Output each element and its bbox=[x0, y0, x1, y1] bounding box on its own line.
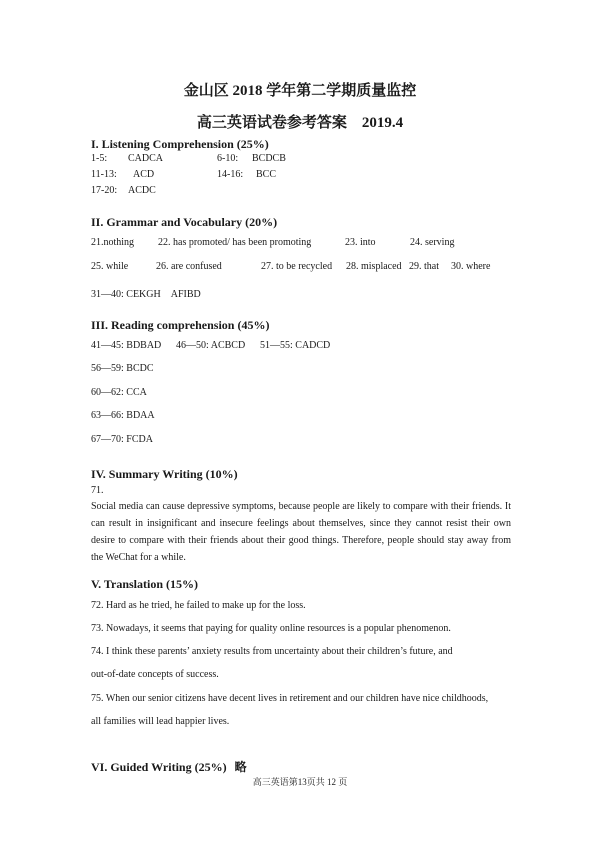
translation-item: out-of-date concepts of success. bbox=[91, 669, 219, 680]
section-3-heading: III. Reading comprehension (45%) bbox=[91, 318, 270, 332]
answer-value: ACDC bbox=[128, 185, 156, 196]
answer-value: BCDCB bbox=[252, 153, 286, 164]
section-6-heading bbox=[91, 758, 247, 775]
answer-item: 56—59: BCDC bbox=[91, 363, 154, 374]
answer-item: 23. into bbox=[345, 237, 376, 248]
answer-item: 21.nothing bbox=[91, 237, 135, 248]
answer-item: 30. where bbox=[451, 261, 491, 272]
answer-item: 51—55: CADCD bbox=[260, 340, 331, 351]
answer-value: BCC bbox=[256, 169, 277, 180]
answer-item: 26. are confused bbox=[156, 261, 222, 272]
answer-value: CADCA bbox=[128, 153, 164, 164]
document-subtitle: 高三英语试卷参考答案 2019.4 bbox=[196, 115, 404, 131]
answer-label: 17-20: bbox=[91, 185, 118, 196]
question-number: 71. bbox=[91, 485, 104, 496]
answer-label: 14-16: bbox=[217, 169, 244, 180]
section-6-note: 略 bbox=[234, 760, 247, 774]
answer-item: 41—45: BDBAD bbox=[91, 340, 162, 351]
translation-item: 72. Hard as he tried, he failed to make up for the loss. bbox=[91, 600, 306, 611]
answer-label: 1-5: bbox=[91, 153, 108, 164]
summary-paragraph: Social media can cause depressive symptoms, because people are likely to compare with their friends. It can result in insignificant and insecure feelings about themselves, since they cannot resist their own desire to compare with their friends about their good things. Therefore, people should stay away from the WeChat for a while. bbox=[91, 501, 511, 563]
answer-item: 22. has promoted/ has been promoting bbox=[158, 237, 312, 248]
answer-label: 11-13: bbox=[91, 169, 117, 180]
answer-item: 25. while bbox=[91, 261, 129, 272]
page-footer: 高三英语第13页共 12 页 bbox=[252, 777, 348, 787]
document-title: 金山区 2018 学年第二学期质量监控 bbox=[183, 83, 417, 99]
translation-item: 73. Nowadays, it seems that paying for quality online resources is a popular phenomenon. bbox=[91, 623, 451, 634]
answer-item: 46—50: ACBCD bbox=[176, 340, 246, 351]
translation-item: 74. I think these parents’ anxiety results from uncertainty about their children’s future, and bbox=[91, 646, 453, 657]
answer-item: 29. that bbox=[409, 261, 439, 272]
section-1-heading: I. Listening Comprehension (25%) bbox=[91, 137, 269, 151]
translation-item: all families will lead happier lives. bbox=[91, 716, 230, 727]
answer-item: 31—40: CEKGH AFIBD bbox=[91, 289, 201, 300]
answer-item: 60—62: CCA bbox=[91, 387, 147, 398]
section-5-heading: V. Translation (15%) bbox=[91, 577, 199, 591]
answer-item: 28. misplaced bbox=[346, 261, 402, 272]
answer-item: 27. to be recycled bbox=[261, 261, 333, 272]
answer-value: ACD bbox=[133, 169, 155, 180]
answer-item: 67—70: FCDA bbox=[91, 434, 153, 445]
translation-item: 75. When our senior citizens have decent lives in retirement and our children have nice childhoods, bbox=[91, 693, 489, 704]
section-4-heading: IV. Summary Writing (10%) bbox=[91, 467, 238, 481]
answer-item: 24. serving bbox=[410, 237, 455, 248]
section-6-title: VI. Guided Writing (25%) bbox=[91, 760, 227, 774]
section-2-heading: II. Grammar and Vocabulary (20%) bbox=[91, 215, 278, 229]
answer-label: 6-10: bbox=[217, 153, 239, 164]
answer-item: 63—66: BDAA bbox=[91, 410, 155, 421]
